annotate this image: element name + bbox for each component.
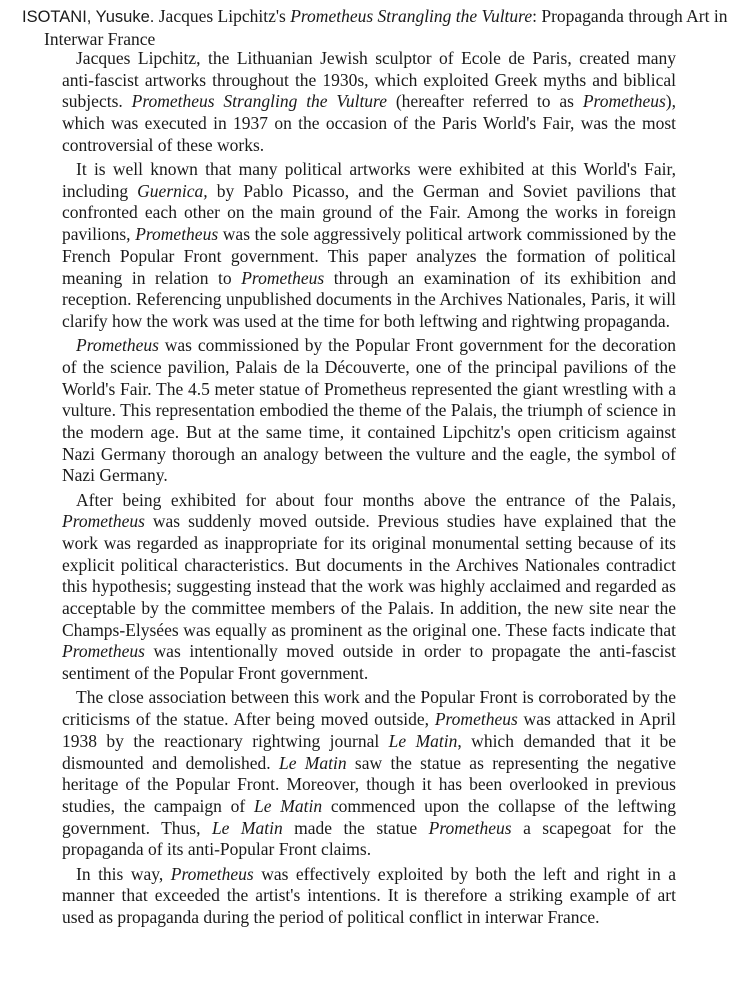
- text-run: ), which was executed in 1937 on the occasion of the Paris World's Fair, was the most controversial of these works.: [62, 91, 676, 155]
- italic-text: Guernica,: [137, 180, 208, 201]
- italic-text: Prometheus: [582, 91, 666, 112]
- italic-text: Prometheus: [428, 817, 512, 838]
- text-run: The close association between this work and the Popular Front is corroborated by the criticisms of the statue. After being moved outside,: [62, 687, 676, 730]
- italic-text: Prometheus: [434, 709, 518, 730]
- italic-text: Prometheus: [241, 267, 325, 288]
- paragraph: [62, 335, 676, 487]
- text-run: by Pablo Picasso, and the German and Soviet pavilions that confronted each other on the main ground of the Fair. Among the works in foreign pavilions,: [62, 180, 676, 245]
- text-run: made the statue: [282, 817, 429, 838]
- text-run: was suddenly moved outside. Previous studies have explained that the work was regarded as inappropriate for its original monumental setting because of its explicit political characteristics. But documents in the Archives Nationales contradict this hypothesis; suggesting instead that the work was highly acclaimed and regarded as acceptable by the committee members of the Palais. In addition, the new site near the Champs-Elysées was equally as prominent as the original one. These facts indicate that: [62, 511, 676, 640]
- text-run: a scapegoat for the propaganda of its anti-Popular Front claims.: [62, 817, 676, 860]
- italic-text: Prometheus: [170, 863, 254, 884]
- text-run: It is well known that many political artworks were exhibited at this World's Fair, including: [62, 159, 676, 201]
- italic-text: Prometheus: [62, 641, 145, 662]
- paragraph: [62, 159, 676, 333]
- author-name: ISOTANI, Yusuke.: [22, 8, 155, 26]
- text-run: was effectively exploited by both the left and right in a manner that exceeded the artist's intentions. It is therefore a striking example of art used as propaganda during the period of political conflict in interwar France.: [62, 863, 676, 927]
- title-subtitle: : Propaganda through Art in Interwar France: [44, 6, 728, 49]
- text-run: , which demanded that it be dismounted and demolished.: [62, 730, 676, 773]
- italic-text: Prometheus: [76, 335, 159, 356]
- abstract-body: [62, 48, 676, 931]
- abstract-title: [22, 5, 750, 50]
- italic-text: Le Matin: [254, 795, 323, 816]
- title-text: Jacques Lipchitz's: [158, 6, 286, 26]
- paragraph: [62, 490, 676, 685]
- paragraph: [62, 48, 676, 157]
- text-run: through an examination of its exhibition and reception. Referencing unpublished documents in the Archives Nationales, Paris, it will clarify how the work was used at the time for both leftwing and rightwing propaganda.: [62, 267, 676, 331]
- text-run: was intentionally moved outside in order to propagate the anti-fascist sentiment of the Popular Front government.: [62, 641, 676, 684]
- title-work: Prometheus Strangling the Vulture: [290, 6, 533, 26]
- text-run: In this way,: [76, 863, 171, 884]
- italic-text: Prometheus Strangling the Vulture: [131, 91, 387, 112]
- text-run: After being exhibited for about four months above the entrance of the Palais,: [76, 489, 676, 510]
- text-run: (hereafter referred to as: [386, 91, 583, 112]
- italic-text: Prometheus: [135, 224, 219, 245]
- text-run: was the sole aggressively political artwork commissioned by the French Popular Front government. This paper analyzes the formation of political meaning in relation to: [62, 224, 676, 288]
- paragraph: [62, 864, 676, 929]
- text-run: commenced upon the collapse of the leftwing government. Thus,: [62, 795, 676, 838]
- italic-text: Prometheus: [62, 511, 145, 532]
- italic-text: Le Matin: [278, 752, 347, 773]
- paragraph: [62, 687, 676, 861]
- text-run: saw the statue as representing the negative heritage of the Popular Front. Moreover, though it has been overlooked in previous studies, the campaign of: [62, 752, 676, 816]
- text-run: was commissioned by the Popular Front government for the decoration of the science pavilion, Palais de la Découverte, one of the principal pavilions of the World's Fair. The 4.5 meter statue of Prometheus represented the giant wrestling with a vulture. This representation embodied the theme of the Palais, the triumph of science in the modern age. But at the same time, it contained Lipchitz's open criticism against Nazi Germany thorough an analogy between the vulture and the eagle, the symbol of Nazi Germany.: [62, 335, 676, 486]
- italic-text: Le Matin: [388, 730, 458, 751]
- italic-text: Le Matin: [211, 817, 283, 838]
- text-run: was attacked in April 1938 by the reactionary rightwing journal: [62, 709, 676, 751]
- text-run: Jacques Lipchitz, the Lithuanian Jewish sculptor of Ecole de Paris, created many anti-fascist artworks throughout the 1930s, which exploited Greek myths and biblical subjects.: [62, 48, 676, 112]
